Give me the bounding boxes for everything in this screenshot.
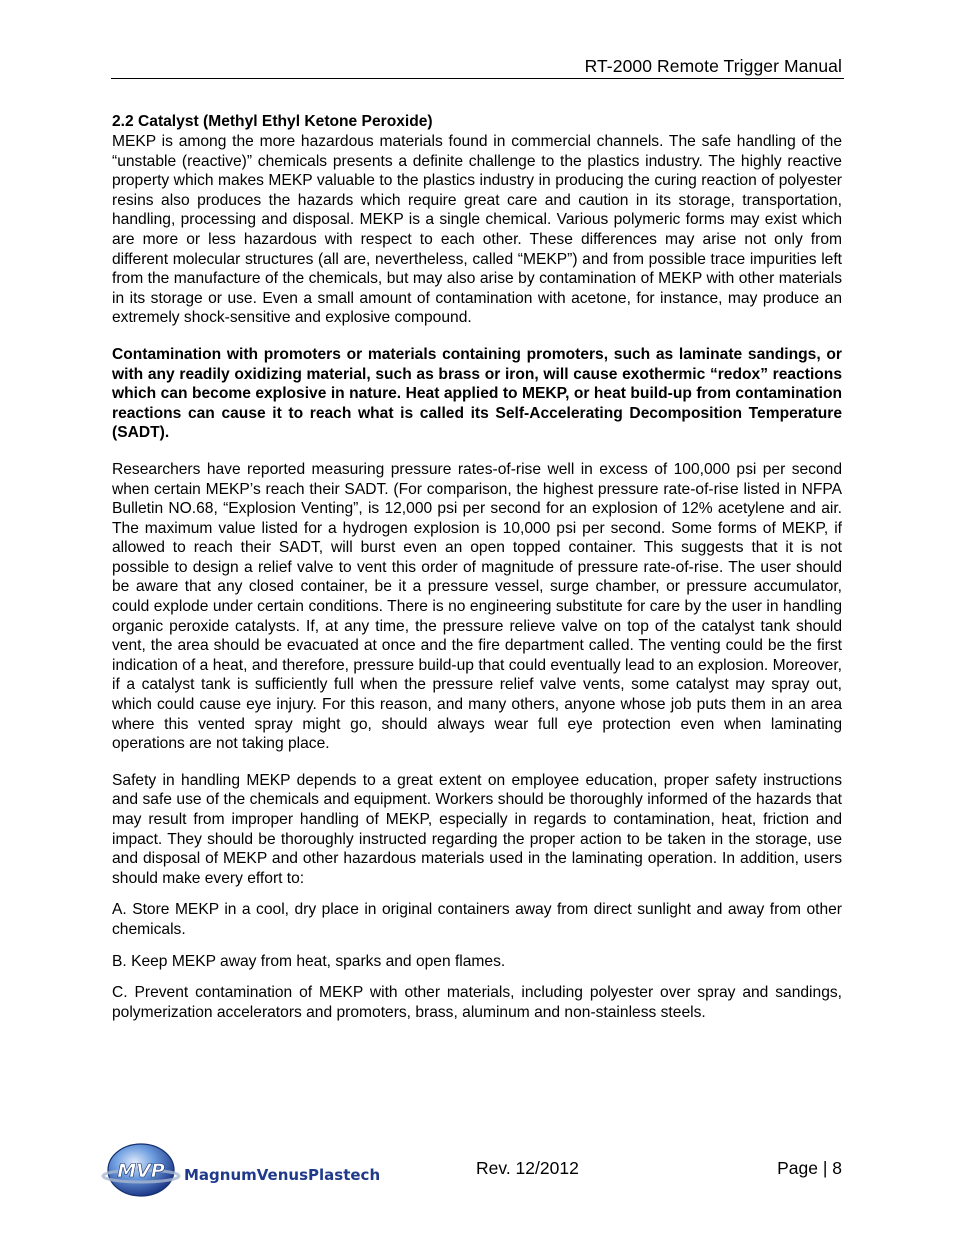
header-rule [111, 78, 844, 79]
logo-mark-text: MVP [117, 1160, 165, 1182]
logo-brand-text: MagnumVenusPlastech [184, 1166, 381, 1184]
main-content [112, 112, 842, 1034]
paragraph-mekp-intro: MEKP is among the more hazardous materials found in commercial channels. The safe handling of the “unstable (reactive)” chemicals presents a definite challenge to the plastics industry. The highly reactive property which makes MEKP valuable to the plastics industry in producing the curing reaction of polyester resins also produces the hazards which require great care and caution in its storage, transportation, handling, processing and disposal. MEKP is a single chemical. Various polymeric forms may exist which are more or less hazardous with respect to each other. These differences may arise not only from different molecular structures (all are, nevertheless, called “MEKP”) and from possible trace impurities left from the manufacture of the chemicals, but may also arise by contamination of MEKP with other materials in its storage or use. Even a small amount of contamination with acetone, for instance, may produce an extremely shock-sensitive and explosive compound. [112, 133, 842, 327]
page-number: Page | 8 [777, 1158, 842, 1178]
mvp-logo-icon [101, 1138, 391, 1200]
page-header-title: RT-2000 Remote Trigger Manual [584, 56, 842, 76]
list-item-c: C. Prevent contamination of MEKP with other materials, including polyester over spray and sandings, polymerization accelerators and promoters, brass, aluminum and non-stainless steels. [112, 984, 842, 1021]
section-heading: 2.2 Catalyst (Methyl Ethyl Ketone Peroxide) [112, 113, 433, 130]
company-logo [101, 1138, 391, 1200]
revision-label: Rev. 12/2012 [476, 1158, 579, 1178]
paragraph-safety-handling: Safety in handling MEKP depends to a great extent on employee education, proper safety instructions and safe use of the chemicals and equipment. Workers should be thoroughly informed of the hazards that may result from improper handling of MEKP, especially in regards to contamination, heat, friction and impact. They should be thoroughly instructed regarding the proper action to be taken in the storage, use and disposal of MEKP and other hazardous materials used in the laminating operation. In addition, users should make every effort to: [112, 771, 842, 887]
list-item-a: A. Store MEKP in a cool, dry place in original containers away from direct sunlight and away from other chemicals. [112, 901, 842, 938]
list-item-b: B. Keep MEKP away from heat, sparks and open flames. [112, 952, 506, 970]
paragraph-contamination-warning: Contamination with promoters or materials containing promoters, such as laminate sandings, or with any readily oxidizing material, such as brass or iron, will cause exothermic “redox” reactions which can become explosive in nature. Heat applied to MEKP, or heat build-up from contamination reactions can cause it to reach what is called its Self-Accelerating Decomposition Temperature (SADT). [112, 345, 842, 442]
paragraph-pressure-research: Researchers have reported measuring pressure rates-of-rise well in excess of 100,000 psi per second when certain MEKP’s reach their SADT. (For comparison, the highest pressure rate-of-rise listed in NFPA Bulletin NO.68, “Explosion Venting”, is 12,000 psi per second for an explosion of 12% acetylene and air. The maximum value listed for a hydrogen explosion is 10,000 psi per second. Some forms of MEKP, if allowed to reach their SADT, will burst even an open topped container. This suggests that it is not possible to design a relief valve to vent this order of magnitude of pressure rate-of-rise. The user should be aware that any closed container, be it a pressure vessel, surge chamber, or pressure accumulator, could explode under certain conditions. There is no engineering substitute for care by the user in handling organic peroxide catalysts. If, at any time, the pressure relieve valve on top of the catalyst tank should vent, the area should be evacuated at once and the fire department called. The venting could be the first indication of a heat, and therefore, pressure build-up that could eventually lead to an explosion. Moreover, if a catalyst tank is sufficiently full when the pressure relief valve vents, some catalyst may spray out, which could cause eye injury. For this reason, and many others, anyone whose job puts them in an area where this vented spray might go, should always wear full eye protection even when laminating operations are not taking place. [112, 460, 842, 753]
